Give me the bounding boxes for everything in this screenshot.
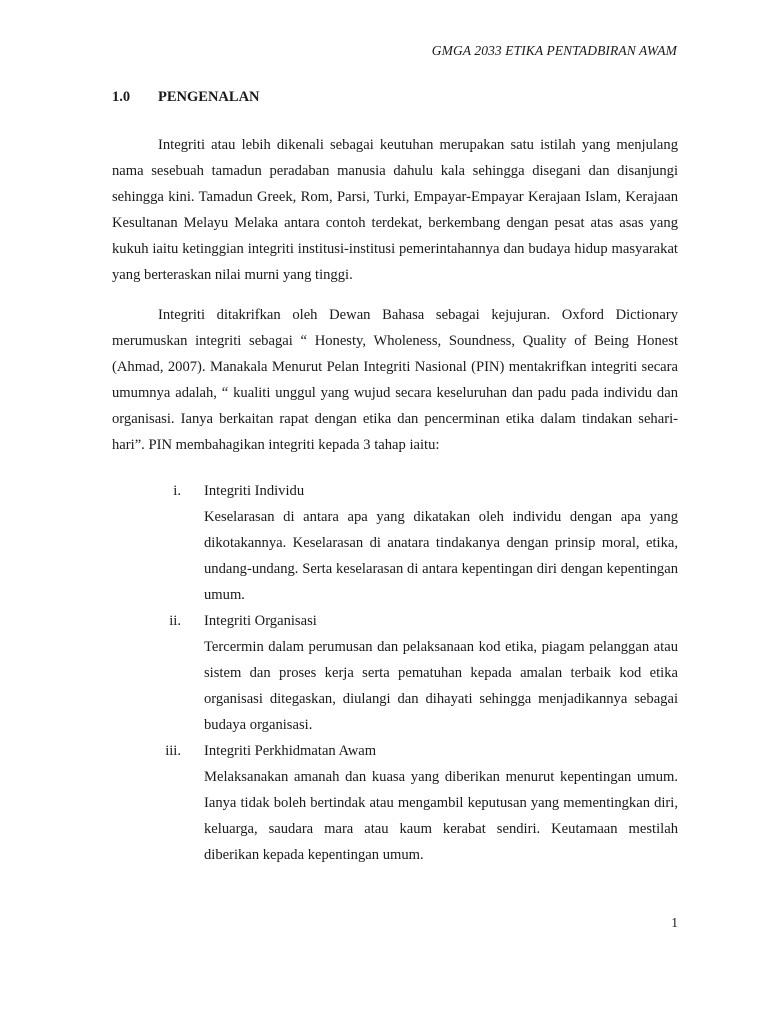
paragraph-intro: Integriti atau lebih dikenali sebagai keutuhan merupakan satu istilah yang menjulang nama sesebuah tamadun peradaban manusia dahulu kala sehingga disegani dan disanjungi sehingga kini. Tamadun Greek, Rom, Parsi, Turki, Empayar-Empayar Kerajaan Islam, Kerajaan Kesultanan Melayu Melaka antara contoh terdekat, berkembang dengan pesat atas asas yang kukuh iaitu ketinggian integriti institusi-institusi pemerintahannya dan budaya hidup masyarakat yang berteraskan nilai murni yang tinggi. [112, 137, 678, 283]
page-number: 1 [671, 915, 678, 930]
list-item-description: Melaksanakan amanah dan kuasa yang diberikan menurut kepentingan umum. Ianya tidak boleh bertindak atau mengambil keputusan yang mementingkan diri, keluarga, saudara mara atau kaum kerabat sendiri. Keutamaan mestilah diberikan kepada kepentingan umum. [204, 769, 678, 863]
list-item-description: Tercermin dalam perumusan dan pelaksanaan kod etika, piagam pelanggan atau sistem dan proses kerja serta pematuhan kepada amalan terbaik kod etika organisasi ditegaskan, diulangi dan dihayati sehingga menjadikannya sebagai budaya organisasi. [204, 639, 678, 733]
integrity-levels-list [112, 478, 678, 868]
list-item [112, 478, 678, 608]
list-item-title: Integriti Individu [204, 483, 305, 499]
list-item [112, 608, 678, 738]
list-marker: ii. [169, 613, 181, 629]
list-marker: i. [173, 483, 181, 499]
list-item-title: Integriti Organisasi [204, 613, 317, 629]
paragraph-definition: Integriti ditakrifkan oleh Dewan Bahasa sebagai kejujuran. Oxford Dictionary merumuskan integriti sebagai “ Honesty, Wholeness, Soundness, Quality of Being Honest (Ahmad, 2007). Manakala Menurut Pelan Integriti Nasional (PIN) mentakrifkan integriti secara umumnya adalah, “ kualiti unggul yang wujud secara keseluruhan dan padu pada individu dan organisasi. Ianya berkaitan rapat dengan etika dan pencerminan etika dalam tindakan sehari-hari”. PIN membahagikan integriti kepada 3 tahap iaitu: [112, 307, 678, 453]
list-marker: iii. [165, 743, 181, 759]
list-item [112, 738, 678, 868]
running-header: GMGA 2033 ETIKA PENTADBIRAN AWAM [431, 43, 677, 58]
section-heading [112, 89, 260, 106]
list-item-title: Integriti Perkhidmatan Awam [204, 743, 377, 759]
section-number: 1.0 [112, 89, 131, 105]
section-title: PENGENALAN [158, 89, 260, 105]
list-item-description: Keselarasan di antara apa yang dikatakan oleh individu dengan apa yang dikotakannya. Keselarasan di anatara tindakanya dengan prinsip moral, etika, undang-undang. Serta keselarasan di antara kepentingan diri dengan kepentingan umum. [204, 509, 678, 603]
